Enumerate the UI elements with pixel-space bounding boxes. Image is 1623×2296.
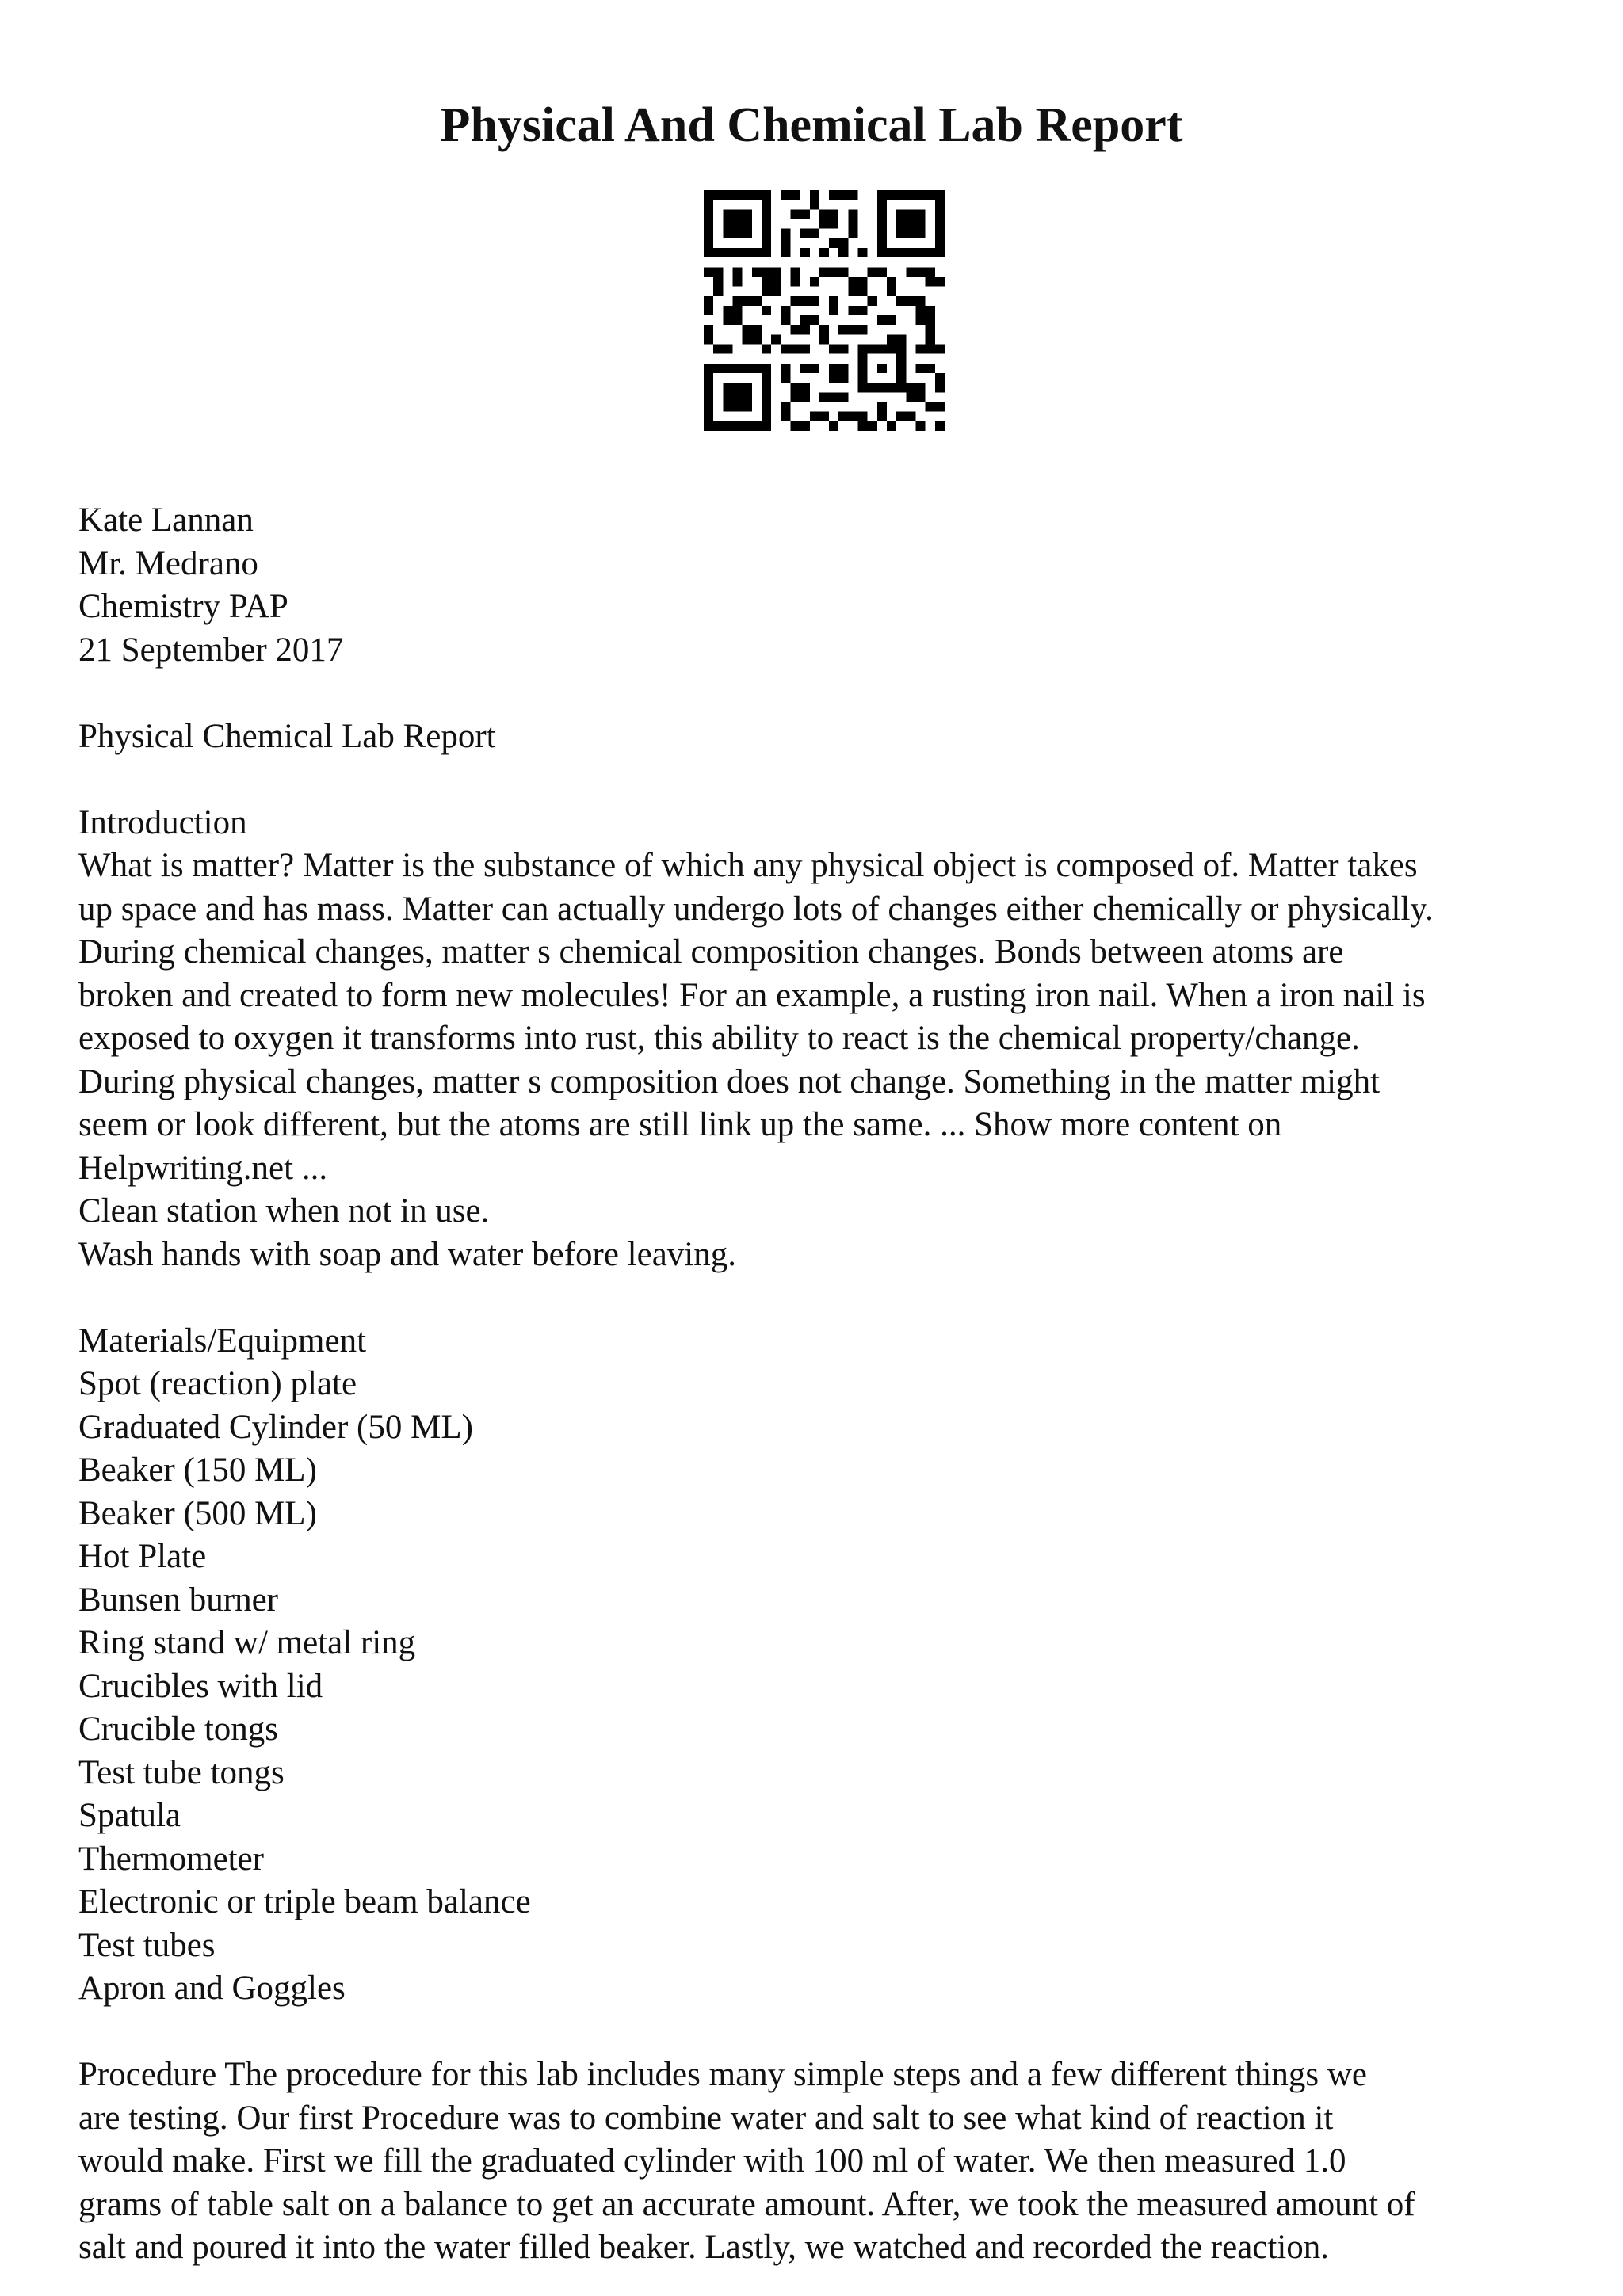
introduction-line: seem or look different, but the atoms are still link up the same. ... Show more content on: [78, 1106, 1282, 1143]
introduction-line: broken and created to form new molecules! For an example, a rusting iron nail. When a iron nail is: [78, 976, 1426, 1014]
materials-item: Crucibles with lid: [78, 1667, 323, 1705]
materials-item: Test tube tongs: [78, 1753, 285, 1791]
introduction-heading: Introduction: [78, 803, 247, 841]
materials-heading: Materials/Equipment: [78, 1322, 367, 1360]
materials-item: Spot (reaction) plate: [78, 1365, 357, 1402]
safety-item: Clean station when not in use.: [78, 1192, 490, 1230]
introduction-line: During chemical changes, matter s chemical composition changes. Bonds between atoms are: [78, 933, 1344, 971]
materials-item: Test tubes: [78, 1926, 216, 1964]
procedure-line: would make. First we fill the graduated cylinder with 100 ml of water. We then measured 1.0: [78, 2142, 1346, 2180]
author-name: Kate Lannan: [78, 502, 254, 539]
safety-item: Wash hands with soap and water before leaving.: [78, 1235, 736, 1273]
introduction-line: up space and has mass. Matter can actually undergo lots of changes either chemically or physically.: [78, 890, 1434, 928]
spacer: [78, 1276, 1568, 1320]
materials-item: Beaker (150 ML): [78, 1451, 317, 1489]
course-name: Chemistry PAP: [78, 588, 288, 625]
qr-code-icon: [704, 190, 945, 431]
teacher-name: Mr. Medrano: [78, 544, 258, 582]
report-title: Physical Chemical Lab Report: [78, 717, 496, 755]
introduction-line: What is matter? Matter is the substance of which any physical object is composed of. Matter takes: [78, 847, 1418, 884]
procedure-line: Procedure The procedure for this lab includes many simple steps and a few different things we: [78, 2056, 1367, 2093]
materials-item: Graduated Cylinder (50 ML): [78, 1408, 473, 1446]
materials-item: Bunsen burner: [78, 1581, 278, 1619]
procedure-line: salt and poured it into the water filled beaker. Lastly, we watched and recorded the reaction.: [78, 2229, 1330, 2266]
document-body: [78, 499, 1568, 2270]
materials-item: Electronic or triple beam balance: [78, 1883, 531, 1920]
procedure-line: are testing. Our first Procedure was to combine water and salt to see what kind of reaction it: [78, 2099, 1334, 2137]
introduction-line: Helpwriting.net ...: [78, 1149, 328, 1187]
introduction-line: During physical changes, matter s composition does not change. Something in the matter might: [78, 1062, 1381, 1100]
materials-item: Beaker (500 ML): [78, 1494, 317, 1532]
procedure-line: grams of table salt on a balance to get an accurate amount. After, we took the measured amount of: [78, 2185, 1415, 2223]
page-title: Physical And Chemical Lab Report: [440, 98, 1183, 152]
materials-item: Apron and Goggles: [78, 1970, 346, 2007]
introduction-line: exposed to oxygen it transforms into rust, this ability to react is the chemical property/change.: [78, 1020, 1360, 1057]
materials-item: Crucible tongs: [78, 1711, 278, 1748]
report-date: 21 September 2017: [78, 631, 344, 669]
materials-item: Thermometer: [78, 1840, 265, 1878]
spacer: [78, 758, 1568, 802]
spacer: [78, 2011, 1568, 2054]
spacer: [78, 672, 1568, 715]
materials-item: Hot Plate: [78, 1538, 207, 1575]
materials-item: Ring stand w/ metal ring: [78, 1624, 416, 1661]
materials-item: Spatula: [78, 1797, 181, 1834]
